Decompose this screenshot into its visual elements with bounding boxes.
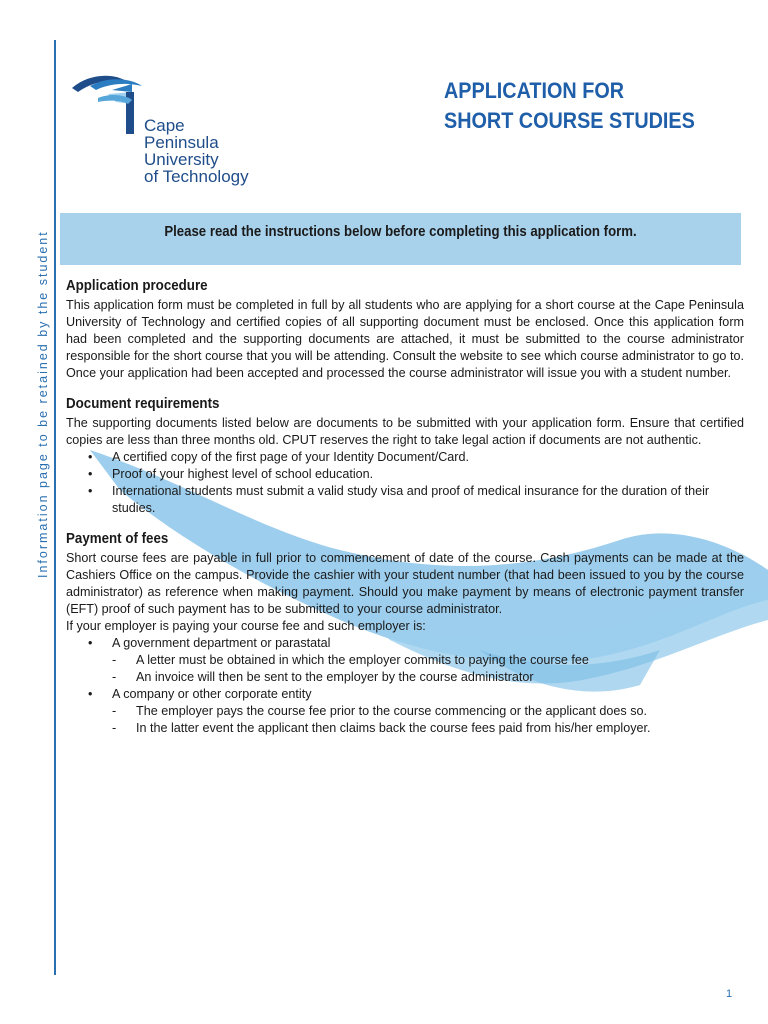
logo-line: University <box>144 150 219 169</box>
title-line-1: APPLICATION FOR <box>444 78 625 103</box>
dash-icon: - <box>112 704 117 718</box>
employer-cases-list <box>66 686 744 703</box>
sub-item-text: In the latter event the applicant then claims back the course fees paid from his/her employer. <box>136 721 651 735</box>
document-title <box>444 76 695 136</box>
bullet-icon: • <box>88 636 93 650</box>
sub-item <box>112 669 744 686</box>
side-note: Information page to be retained by the student <box>36 230 50 578</box>
bullet-icon: • <box>88 467 93 481</box>
list-item-text: A government department or parastatal <box>112 636 331 650</box>
sub-item-text: The employer pays the course fee prior to the course commencing or the applicant does so. <box>136 704 648 718</box>
list-item-text: Proof of your highest level of school education. <box>112 467 374 481</box>
list-item <box>88 449 744 466</box>
list-item <box>88 466 744 483</box>
dash-icon: - <box>112 721 117 735</box>
list-item <box>88 483 744 517</box>
sub-steps-list <box>66 703 744 737</box>
sub-item-text: An invoice will then be sent to the employer by the course administrator <box>136 670 534 684</box>
page-number: 1 <box>726 988 733 1000</box>
instructions-banner <box>60 213 741 265</box>
employer-intro: If your employer is paying your course fee and such employer is: <box>66 619 426 633</box>
section-paragraph: Short course fees are payable in full prior to commencement of date of the course. Cash payments can be made at the Cashiers Office on the campus. Provide the cashier with your student number (that had been issued to you by the course administrator) as reference when making payment. Should you make payment by means of electronic payment transfer (EFT) proof of such payment has to be submitted to your course administrator. <box>66 551 744 616</box>
logo-line: of Technology <box>144 167 249 186</box>
dash-icon: - <box>112 653 117 667</box>
list-item <box>88 686 744 703</box>
list-item-text: A company or other corporate entity <box>112 687 312 701</box>
logo-line: Cape <box>144 116 185 135</box>
list-item <box>88 635 744 652</box>
bullet-icon: • <box>88 687 93 701</box>
section-heading: Document requirements <box>66 396 220 412</box>
section-document-requirements <box>66 394 744 517</box>
sub-item <box>112 720 744 737</box>
sub-item <box>112 703 744 720</box>
document-body <box>66 276 744 737</box>
dash-icon: - <box>112 670 117 684</box>
list-item-text: International students must submit a valid study visa and proof of medical insurance for the duration of their studies. <box>112 484 710 515</box>
section-heading: Application procedure <box>66 278 208 294</box>
title-line-2: SHORT COURSE STUDIES <box>444 108 695 133</box>
list-item-text: A certified copy of the first page of your Identity Document/Card. <box>112 450 470 464</box>
banner-text: Please read the instructions below before completing this application form. <box>164 223 637 240</box>
sub-item-text: A letter must be obtained in which the employer commits to paying the course fee <box>136 653 589 667</box>
sub-steps-list <box>66 652 744 686</box>
sub-item <box>112 652 744 669</box>
section-heading: Payment of fees <box>66 531 169 547</box>
logo-text <box>144 117 249 185</box>
employer-cases-list <box>66 635 744 652</box>
bullet-icon: • <box>88 450 93 464</box>
bullet-icon: • <box>88 484 93 498</box>
section-application-procedure <box>66 276 744 382</box>
section-payment-of-fees <box>66 529 744 737</box>
section-paragraph: This application form must be completed in full by all students who are applying for a short course at the Cape Peninsula University of Technology and certified copies of all supporting document must be enclosed. Once this application form had been completed and the supporting documents are attached, it must be submitted to the course administrator responsible for the short course that you will be attending. Consult the website to see which course administrator to go to. Once your application had been accepted and processed the course administrator will issue you with a student number. <box>66 298 744 380</box>
section-paragraph: The supporting documents listed below are documents to be submitted with your application form. Ensure that certified copies are less than three months old. CPUT reserves the right to take legal action if documents are not authentic. <box>66 416 744 447</box>
logo-line: Peninsula <box>144 133 219 152</box>
margin-line <box>54 40 56 975</box>
requirements-list <box>66 449 744 517</box>
